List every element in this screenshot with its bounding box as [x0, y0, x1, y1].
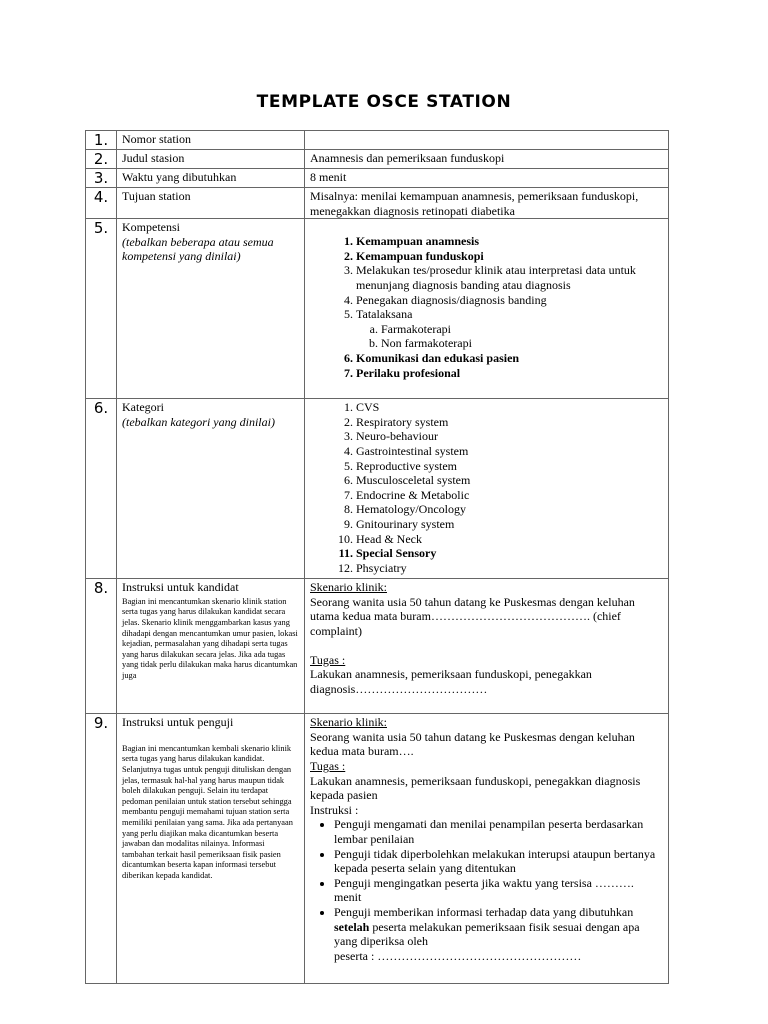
row-note: (tebalkan beberapa atau semua kompetensi yang dinilai) — [122, 234, 274, 264]
list-item: 12. Phsyciatry — [356, 561, 663, 576]
row-value — [305, 131, 669, 150]
list-item — [356, 307, 663, 351]
list-item: 3. Neuro-behaviour — [356, 429, 663, 444]
bullet-text: Penguji memberikan informasi terhadap data yang dibutuhkan — [334, 904, 634, 919]
instruction-label: Instruksi : — [310, 802, 359, 817]
table-row — [86, 714, 669, 984]
list-item: 7. Perilaku profesional — [356, 366, 663, 381]
list-item: 7. Endocrine & Metabolic — [356, 488, 663, 503]
table-row — [86, 399, 669, 579]
list-item: • Penguji tidak diperbolehkan melakukan interupsi ataupun bertanya kepada peserta selain yang ditentukan — [334, 847, 663, 876]
row-number: 8. — [86, 579, 117, 714]
row-label: Nomor station — [117, 131, 305, 150]
table-row — [86, 131, 669, 150]
list-item: 4. Gastrointestinal system — [356, 444, 663, 459]
row-number: 4. — [86, 188, 117, 219]
bullet-bold-text: setelah — [334, 919, 370, 934]
scenario-label: Skenario klinik: — [310, 580, 387, 595]
table-row — [86, 150, 669, 169]
osce-table — [85, 130, 669, 984]
list-item: • Penguji mengamati dan menilai penampilan peserta berdasarkan lembar penilaian — [334, 817, 663, 846]
competency-list — [310, 234, 663, 380]
list-item: 8. Hematology/Oncology — [356, 502, 663, 517]
list-item: • Penguji mengingatkan peserta jika waktu yang tersisa ………. menit — [334, 876, 663, 905]
page-title: TEMPLATE OSCE STATION — [256, 92, 512, 112]
row-label: Kategori — [122, 400, 164, 415]
row-label: Kompetensi — [122, 220, 180, 235]
task-text: Lakukan anamnesis, pemeriksaan funduskopi, penegakkan diagnosis kepada pasien — [310, 773, 641, 803]
list-item: 3. Melakukan tes/prosedur klinik atau interpretasi data untuk menunjang diagnosis banding atau diagnosis — [356, 263, 663, 292]
row-value: Misalnya: menilai kemampuan anamnesis, pemeriksaan funduskopi, menegakkan diagnosis retinopati diabetika — [305, 188, 669, 219]
list-item: 10. Head & Neck — [356, 532, 663, 547]
task-text: Lakukan anamnesis, pemeriksaan funduskopi, penegakkan diagnosis…………………………… — [310, 667, 592, 696]
category-list — [310, 400, 663, 575]
list-item-label: Tatalaksana — [356, 307, 413, 322]
list-item: b. Non farmakoterapi — [381, 336, 663, 351]
table-row — [86, 579, 669, 714]
list-item: 9. Gnitourinary system — [356, 517, 663, 532]
task-label: Tugas : — [310, 758, 346, 773]
row-note: Bagian ini mencantumkan skenario klinik station serta tugas yang harus dilakukan kandidat secara jelas. Skenario klinik menggambarkan kasus yang dihadapi dengan mencantumkan umur pasien, lokasi kejadian, permasalahan yang dihadapi serta tugas yang harus dilakukan secara jelas. Jika ada tugas yang tidak perlu dilakukan maka harus dicantumkan juga — [122, 596, 298, 680]
row-number: 6. — [86, 399, 117, 579]
row-number: 1. — [86, 131, 117, 150]
row-number: 2. — [86, 150, 117, 169]
list-item: 6. Musculosceletal system — [356, 473, 663, 488]
row-label: Judul stasion — [117, 150, 305, 169]
row-label: Instruksi untuk penguji — [122, 715, 234, 730]
sub-list — [356, 322, 663, 351]
list-item: 2. Respiratory system — [356, 415, 663, 430]
list-item — [334, 905, 663, 963]
table-row — [86, 219, 669, 399]
list-item: 1. Kemampuan anamnesis — [356, 234, 663, 249]
row-number: 5. — [86, 219, 117, 399]
list-item: 2. Kemampuan funduskopi — [356, 249, 663, 264]
list-item: 6. Komunikasi dan edukasi pasien — [356, 351, 663, 366]
scenario-text: Seorang wanita usia 50 tahun datang ke Puskesmas dengan keluhan utama kedua mata buram…………………………………. (chief complaint) — [310, 594, 635, 638]
row-note: Bagian ini mencantumkan kembali skenario klinik serta tugas yang harus dilakukan kandidat. Selanjutnya tugas untuk penguji dituliskan dengan jelas, termasuk hal-hal yang harus maupun tidak boleh dilakukan penguji. Selain itu terdapat pedoman penilaian untuk station tersebut sehingga membantu penguji memahami tujuan station serta memiliki penilaian yang sama. Jika ada pertanyaan yang perlu diajikan maka dicantumkan beserta jawaban dan modalitas nilainya. Informasi tambahan terkait hasil pemeriksaan fisik pasien dicantumkan beserta kapan informasi tersebut diberikan kepada kandidat. — [122, 743, 293, 880]
row-label: Tujuan station — [117, 188, 305, 219]
list-item: 1. CVS — [356, 400, 663, 415]
list-item: 4. Penegakan diagnosis/diagnosis banding — [356, 293, 663, 308]
scenario-text: Seorang wanita usia 50 tahun datang ke Puskesmas dengan keluhan kedua mata buram…. — [310, 729, 635, 759]
bullet-text: peserta melakukan pemeriksaan fisik sesuai dengan apa yang diperiksa oleh — [334, 919, 640, 949]
row-label: Instruksi untuk kandidat — [122, 580, 239, 595]
row-number: 9. — [86, 714, 117, 984]
row-number: 3. — [86, 169, 117, 188]
row-value: Anamnesis dan pemeriksaan funduskopi — [305, 150, 669, 169]
list-item: a. Farmakoterapi — [381, 322, 663, 337]
task-label: Tugas : — [310, 652, 346, 667]
list-item: 5. Reproductive system — [356, 459, 663, 474]
row-label: Waktu yang dibutuhkan — [117, 169, 305, 188]
table-row — [86, 188, 669, 219]
bullet-tail: peserta : …………………………………………… — [334, 948, 582, 963]
instruction-list — [310, 817, 663, 963]
list-item: 11. Special Sensory — [356, 546, 663, 561]
row-value: 8 menit — [305, 169, 669, 188]
scenario-label: Skenario klinik: — [310, 715, 387, 730]
row-note: (tebalkan kategori yang dinilai) — [122, 414, 275, 429]
table-row — [86, 169, 669, 188]
